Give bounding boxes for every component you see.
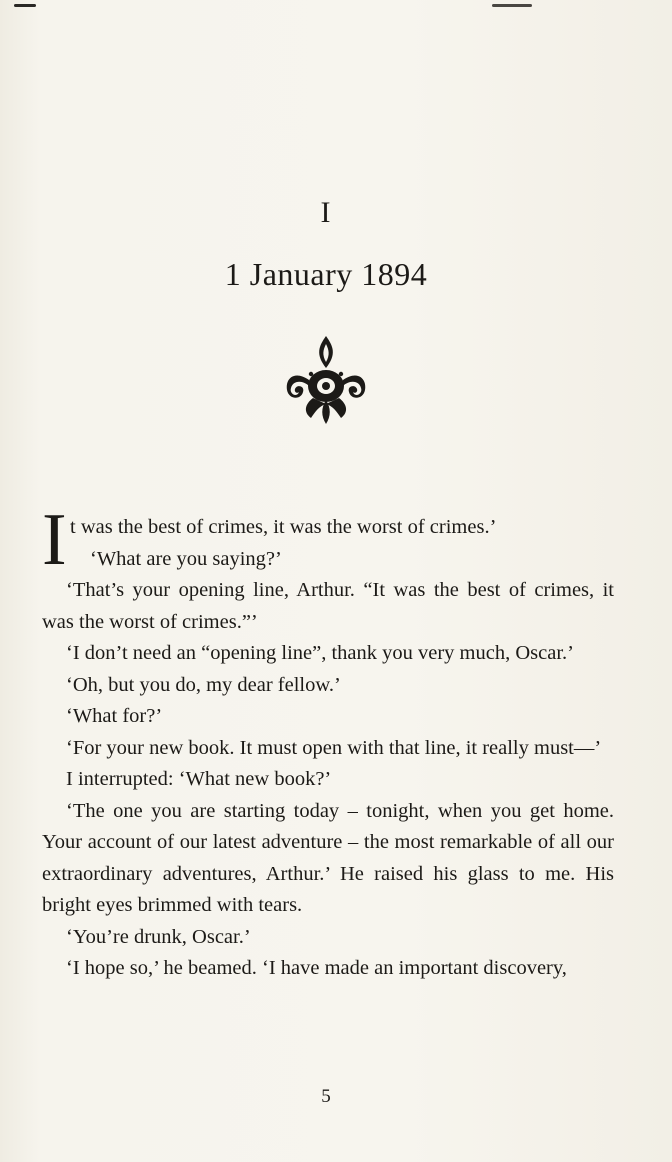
paragraph: ‘You’re drunk, Oscar.’ xyxy=(66,925,251,948)
paragraph: t was the best of crimes, it was the worst of crimes.’ xyxy=(70,516,497,538)
drop-cap: I xyxy=(42,499,67,581)
chapter-number: I xyxy=(320,196,332,229)
paragraph: ‘Oh, but you do, my dear fellow.’ xyxy=(66,673,341,696)
paragraph: ‘I hope so,’ he beamed. ‘I have made an important discovery, xyxy=(66,957,567,979)
chapter-body xyxy=(42,512,614,985)
page-number: 5 xyxy=(321,1086,331,1107)
paragraph: ‘That’s your opening line, Arthur. “It was the best of crimes, it was the worst of crimes.”’ xyxy=(42,579,614,633)
paragraph: ‘For your new book. It must open with that line, it really must—’ xyxy=(66,736,602,759)
paragraph: I interrupted: ‘What new book?’ xyxy=(66,768,332,790)
page-edge-mark xyxy=(492,4,532,7)
paragraph: ‘What for?’ xyxy=(66,705,163,727)
paragraph: ‘The one you are starting today – tonight, when you get home. Your account of our latest adventure – the most remarkable of all our extraordinary adventures, Arthur.’ He raised his glass to me. His bright eyes brimmed with tears. xyxy=(42,799,614,916)
chapter-title: 1 January 1894 xyxy=(224,256,428,292)
paragraph: ‘I don’t need an “opening line”, thank you very much, Oscar.’ xyxy=(66,642,574,664)
fleuron-ornament-icon xyxy=(281,334,371,424)
paragraph: ‘What are you saying?’ xyxy=(90,547,282,570)
page-edge-mark xyxy=(14,4,36,7)
